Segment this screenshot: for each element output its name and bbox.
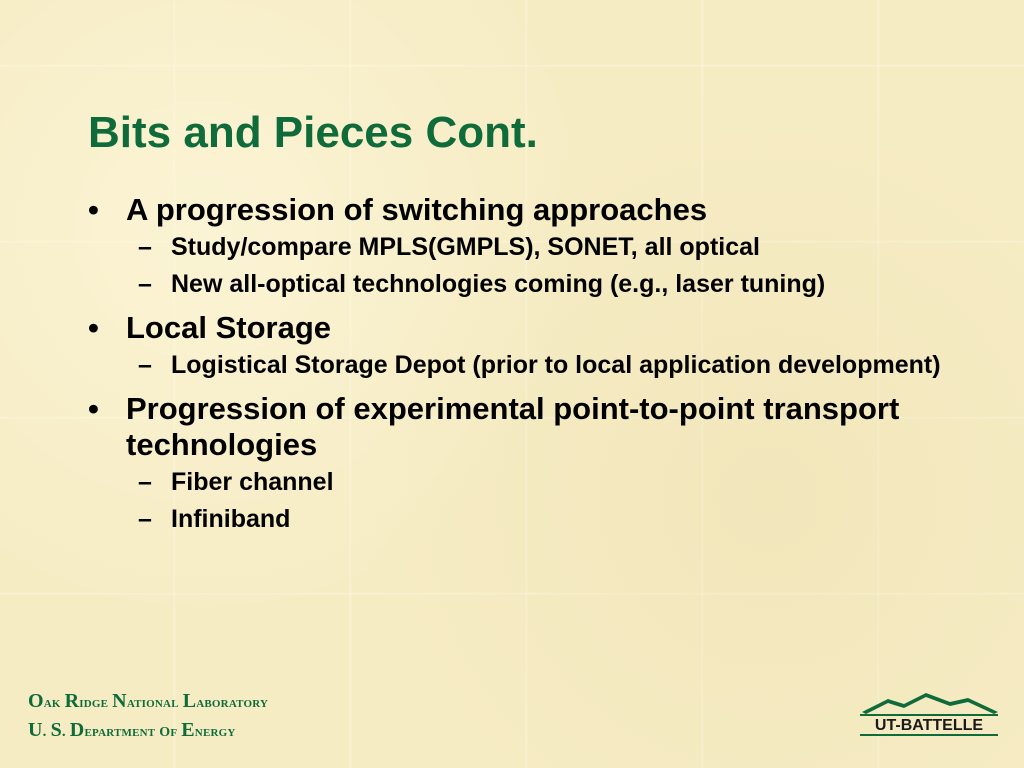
slide-title: Bits and Pieces Cont. — [88, 108, 538, 157]
sub-bullet-item — [88, 232, 968, 263]
dash-icon: – — [138, 505, 152, 533]
bullet-text: Progression of experimental point-to-point transport technologies — [126, 391, 900, 462]
ut-battelle-logo — [858, 690, 1000, 738]
sub-bullet-item — [88, 504, 968, 535]
bullet-text: Local Storage — [126, 310, 331, 345]
bullet-item — [88, 192, 968, 228]
dash-icon: – — [138, 270, 152, 298]
bullet-icon: • — [88, 192, 99, 227]
dash-icon: – — [138, 468, 152, 496]
sub-bullet-item — [88, 350, 968, 381]
bullet-icon: • — [88, 310, 99, 345]
sub-bullet-item — [88, 467, 968, 498]
bullet-item — [88, 391, 968, 463]
dash-icon: – — [138, 351, 152, 379]
bullet-icon: • — [88, 391, 99, 426]
sub-bullet-text: Fiber channel — [171, 468, 334, 496]
footer-line-2: U. S. Department of Energy — [28, 719, 236, 741]
sub-bullet-item — [88, 269, 968, 300]
sub-bullet-text: Infiniband — [171, 505, 291, 533]
logo-text: UT-BATTELLE — [874, 717, 984, 734]
footer-org — [28, 688, 268, 746]
sub-bullet-text: Logistical Storage Depot (prior to local application development) — [171, 351, 941, 379]
bullet-list — [88, 192, 968, 535]
sub-bullet-text: New all-optical technologies coming (e.g., laser tuning) — [171, 270, 826, 298]
bullet-item — [88, 310, 968, 346]
bullet-text: A progression of switching approaches — [126, 192, 708, 227]
footer-line-1: Oak Ridge National Laboratory — [28, 690, 269, 712]
sub-bullet-text: Study/compare MPLS(GMPLS), SONET, all optical — [171, 233, 760, 261]
dash-icon: – — [138, 233, 152, 261]
